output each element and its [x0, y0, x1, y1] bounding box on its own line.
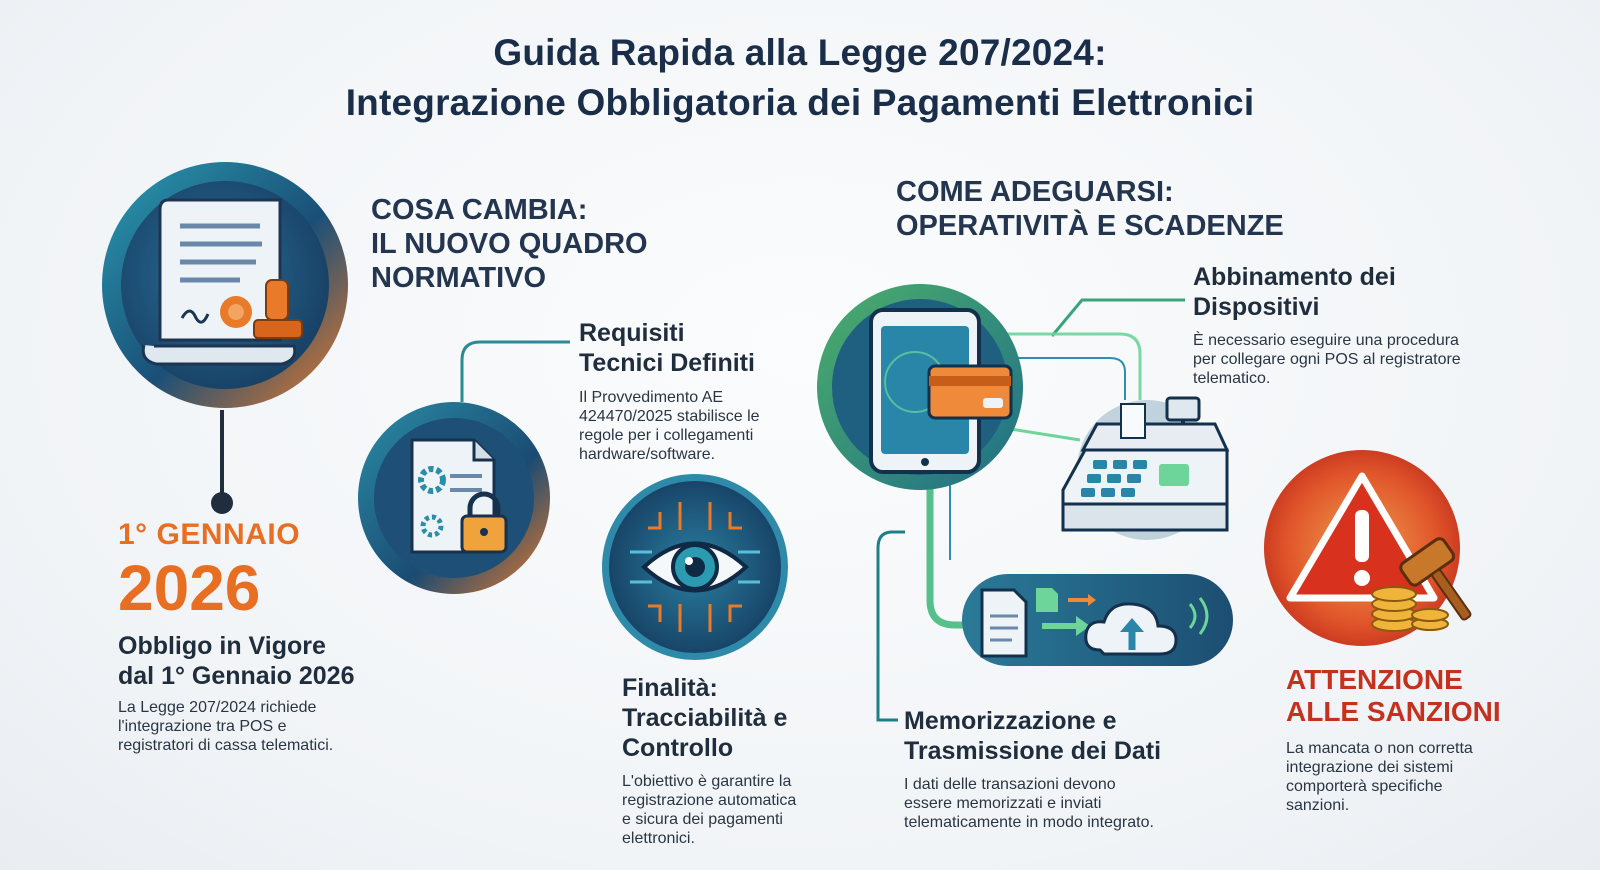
- date-small: 1° GENNAIO: [118, 518, 301, 551]
- requisiti-desc: [579, 388, 760, 464]
- abbinamento-desc-line3: telematico.: [1193, 370, 1271, 387]
- cosa-cambia-heading-line3: NORMATIVO: [371, 262, 547, 294]
- settings-document-lock-icon: [356, 400, 552, 596]
- tablet-credit-card-icon: [815, 282, 1025, 492]
- requisiti-connector: [462, 342, 570, 402]
- memorizzazione-title-line1: Memorizzazione e: [904, 707, 1117, 735]
- requisiti-desc-line4: hardware/software.: [579, 446, 716, 463]
- come-adeguarsi-heading: [896, 175, 1284, 243]
- memorizzazione-desc-line3: telematicamente in modo integrato.: [904, 814, 1154, 831]
- come-adeguarsi-heading-line2: OPERATIVITÀ E SCADENZE: [896, 210, 1284, 242]
- obbligo-desc-line2: l'integrazione tra POS e: [118, 718, 287, 735]
- requisiti-title-line2: Tecnici Definiti: [579, 349, 755, 377]
- cosa-cambia-heading-line1: COSA CAMBIA:: [371, 194, 588, 226]
- memorizzazione-desc: [904, 775, 1154, 832]
- memorizzazione-title: [904, 706, 1161, 766]
- memorizzazione-title-line2: Trasmissione dei Dati: [904, 737, 1162, 765]
- cloud-upload-icon: [960, 570, 1235, 670]
- requisiti-desc-line3: regole per i collegamenti: [579, 427, 754, 444]
- obbligo-title: [118, 631, 355, 691]
- finalita-title-line1: Finalità:: [622, 674, 718, 702]
- abbinamento-title-line1: Abbinamento dei: [1193, 263, 1396, 291]
- abbinamento-connector: [1052, 300, 1185, 336]
- obbligo-title-line1: Obbligo in Vigore: [118, 632, 326, 660]
- attenzione-desc-line2: integrazione dei sistemi: [1286, 759, 1454, 776]
- attenzione-title-line1: ATTENZIONE: [1286, 664, 1463, 695]
- finalita-desc-line3: e sicura dei pagamenti: [622, 811, 783, 828]
- attenzione-title-line2: ALLE SANZIONI: [1286, 696, 1501, 727]
- cosa-cambia-heading: [371, 193, 648, 295]
- abbinamento-title-line2: Dispositivi: [1193, 293, 1320, 321]
- finalita-desc-line4: elettronici.: [622, 830, 695, 847]
- memorizzazione-desc-line1: I dati delle transazioni devono: [904, 776, 1116, 793]
- obbligo-title-line2: dal 1° Gennaio 2026: [118, 662, 355, 690]
- eye-circuit-icon: [600, 472, 790, 662]
- memorizzazione-desc-line2: essere memorizzati e inviati: [904, 795, 1102, 812]
- finalita-title: [622, 673, 787, 763]
- requisiti-title-line1: Requisiti: [579, 319, 685, 347]
- obbligo-desc: [118, 698, 333, 755]
- timeline-dot: [211, 492, 233, 514]
- abbinamento-title: [1193, 262, 1396, 322]
- obbligo-desc-line3: registratori di cassa telematici.: [118, 737, 334, 754]
- finalita-desc-line2: registrazione automatica: [622, 792, 797, 809]
- requisiti-title: [579, 318, 755, 378]
- obbligo-desc-line1: La Legge 207/2024 richiede: [118, 699, 317, 716]
- cash-register-icon: [1055, 390, 1240, 540]
- abbinamento-desc-line2: per collegare ogni POS al registratore: [1193, 351, 1461, 368]
- page-title-line2: Integrazione Obbligatoria dei Pagamenti Elettronici: [345, 82, 1255, 123]
- document-stamp-icon: [90, 160, 360, 410]
- finalita-desc: [622, 772, 796, 848]
- attenzione-title: [1286, 664, 1501, 728]
- warning-gavel-coins-icon: [1254, 448, 1484, 648]
- requisiti-desc-line1: Il Provvedimento AE: [579, 389, 724, 406]
- page-title-line1: Guida Rapida alla Legge 207/2024:: [493, 32, 1107, 73]
- cosa-cambia-heading-line2: IL NUOVO QUADRO: [371, 228, 648, 260]
- come-adeguarsi-heading-line1: COME ADEGUARSI:: [896, 176, 1174, 208]
- memorizzazione-connector: [878, 532, 905, 720]
- requisiti-desc-line2: 424470/2025 stabilisce le: [579, 408, 760, 425]
- attenzione-desc-line1: La mancata o non corretta: [1286, 740, 1473, 757]
- finalita-title-line3: Controllo: [622, 734, 734, 762]
- attenzione-desc-line4: sanzioni.: [1286, 797, 1350, 814]
- abbinamento-desc: [1193, 331, 1461, 388]
- finalita-desc-line1: L'obiettivo è garantire la: [622, 773, 792, 790]
- attenzione-desc-line3: comporterà specifiche: [1286, 778, 1443, 795]
- finalita-title-line2: Tracciabilità e: [622, 704, 788, 732]
- abbinamento-desc-line1: È necessario eseguire una procedura: [1193, 332, 1459, 349]
- date-big: 2026: [118, 552, 261, 624]
- attenzione-desc: [1286, 739, 1473, 815]
